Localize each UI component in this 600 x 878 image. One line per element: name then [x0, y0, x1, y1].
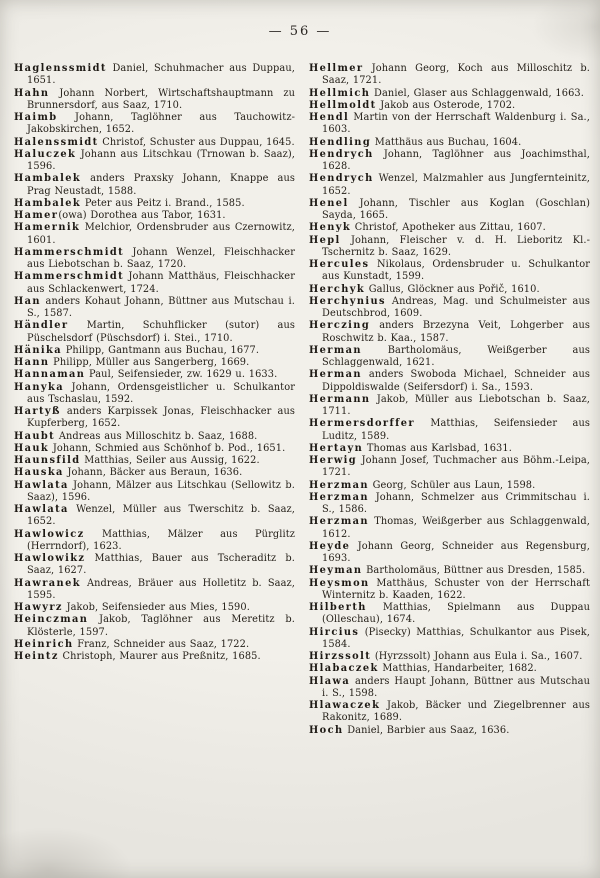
register-entry	[309, 284, 590, 296]
entry-surname: Hawranek	[14, 577, 81, 589]
entry-details: Matthias, Handarbeiter, 1682.	[378, 663, 537, 675]
register-entry	[309, 663, 590, 675]
entry-details: anders Praxsky Johann, Knappe aus Prag Neustadt, 1588.	[27, 173, 295, 197]
entry-surname: Hamer	[14, 210, 59, 221]
register-entry	[309, 602, 590, 627]
entry-details: Daniel, Barbier aus Saaz, 1636.	[343, 724, 510, 736]
entry-surname: Herzman	[309, 491, 369, 503]
register-entry	[309, 63, 590, 88]
entry-details: anders Swoboda Michael, Schneider aus Dippoldiswalde (Seifersdorf) i. Sa., 1593.	[322, 369, 590, 393]
register-entry	[14, 467, 295, 479]
entry-details: Johann, Schmelzer aus Crimmitschau i. S., 1586.	[322, 491, 590, 515]
register-entry	[309, 112, 590, 137]
entry-details: Johann Norbert, Wirtschaftshauptmann zu Brunnersdorf, aus Saaz, 1710.	[27, 87, 295, 111]
entry-details: Peter aus Peitz i. Brand., 1585.	[81, 197, 245, 209]
entry-details: Johann Georg, Koch aus Milloschitz b. Saaz, 1721.	[322, 63, 590, 87]
entry-details: Franz, Schneider aus Saaz, 1722.	[73, 638, 250, 650]
entry-surname: Hellmoldt	[309, 99, 377, 111]
register-entry	[14, 320, 295, 345]
register-entry	[309, 173, 590, 198]
register-entry	[309, 88, 590, 100]
entry-surname: Haluczek	[14, 148, 77, 160]
entry-surname: Haglenssmidt	[14, 63, 107, 74]
entry-surname: Han	[14, 295, 41, 307]
entry-details: Andreas, Mag. und Schulmeister aus Deutschbrod, 1609.	[322, 295, 590, 319]
register-entry	[14, 406, 295, 431]
entry-details: Daniel, Glaser aus Schlaggenwald, 1663.	[370, 87, 584, 99]
entry-details: Melchior, Ordensbruder aus Czernowitz, 1601.	[27, 222, 295, 246]
entry-details: Jakob, Taglöhner aus Meretitz b. Klösterle, 1597.	[27, 614, 295, 638]
entry-details: Jakob, Seifensieder aus Mies, 1590.	[62, 602, 250, 613]
entry-details: Johann aus Litschkau (Trnowan b. Saaz), 1596.	[27, 148, 295, 172]
entry-surname: Hermersdorffer	[309, 418, 415, 430]
register-entry	[309, 725, 590, 737]
entry-surname: Hellmich	[309, 87, 371, 99]
entry-details: Jakob, Bäcker und Ziegelbrenner aus Rakonitz, 1689.	[322, 700, 590, 724]
entry-details: Jakob aus Osterode, 1702.	[376, 99, 516, 111]
register-entry	[14, 149, 295, 174]
register-entry	[309, 369, 590, 394]
register-entry	[14, 431, 295, 443]
register-entry	[14, 112, 295, 137]
entry-surname: Henel	[309, 197, 349, 209]
entry-details: Johann, Mälzer aus Litschkau (Sellowitz b. Saaz), 1596.	[27, 479, 295, 503]
register-entry	[309, 492, 590, 517]
entry-surname: Hawlowicz	[14, 528, 85, 540]
entry-details: Bartholomäus, Büttner aus Dresden, 1585.	[362, 565, 586, 577]
register-entry	[309, 100, 590, 112]
entry-details: Philipp, Gantmann aus Buchau, 1677.	[62, 344, 260, 356]
entry-details: Johann Wenzel, Fleischhacker aus Liebotschan b. Saaz, 1720.	[27, 246, 295, 270]
entry-details: Wenzel, Malzmahler aus Jungfernteinitz, 1652.	[322, 173, 590, 197]
register-entry	[14, 88, 295, 113]
entry-surname: Herman	[309, 369, 362, 381]
register-entry	[14, 602, 295, 614]
register-entry	[14, 247, 295, 272]
entry-surname: Hirzssolt	[309, 651, 372, 662]
register-entry	[309, 578, 590, 603]
entry-surname: Heintz	[14, 651, 59, 662]
entry-details: Nikolaus, Ordensbruder u. Schulkantor aus Kunstadt, 1599.	[322, 259, 590, 283]
entry-surname: Hertayn	[309, 442, 364, 454]
entry-details: Thomas, Weißgerber aus Schlaggenwald, 1612.	[322, 516, 590, 540]
entry-surname: Henyk	[309, 222, 352, 234]
entry-surname: Herzman	[309, 479, 369, 491]
entry-surname: Hauk	[14, 442, 50, 454]
register-entry	[14, 137, 295, 149]
entry-surname: Hammerschmidt	[14, 271, 124, 283]
entry-surname: Händler	[14, 320, 69, 332]
register-entry	[14, 443, 295, 455]
register-entry	[309, 455, 590, 480]
register-entry	[14, 369, 295, 381]
register-entry	[309, 259, 590, 284]
entry-details: Johann, Ordensgeistlicher u. Schulkantor aus Tschaslau, 1592.	[27, 381, 295, 405]
entry-details: Johann, Bäcker aus Beraun, 1636.	[63, 467, 243, 479]
entry-surname: Hawlata	[14, 504, 69, 515]
entry-surname: Herczing	[309, 320, 371, 332]
entry-surname: Herchyk	[309, 283, 366, 295]
entry-details: (Pisecky) Matthias, Schulkantor aus Pisek, 1584.	[322, 626, 590, 650]
register-entry	[14, 455, 295, 467]
register-entry	[14, 222, 295, 247]
entry-details: Johann, Taglöhner aus Joachimsthal, 1628.	[322, 148, 590, 172]
entry-details: Georg, Schüler aus Laun, 1598.	[368, 479, 536, 491]
entry-surname: Heysmon	[309, 577, 370, 589]
entry-surname: Hannaman	[14, 369, 86, 381]
entry-details: Wenzel, Müller aus Twerschitz b. Saaz, 1652.	[27, 504, 295, 528]
register-entry	[14, 357, 295, 369]
entry-details: anders Karpissek Jonas, Fleischhacker aus Kupferberg, 1652.	[27, 406, 295, 430]
register-entry	[309, 418, 590, 443]
register-entry	[309, 651, 590, 663]
entry-details: Gallus, Glöckner aus Pořič, 1610.	[365, 283, 540, 295]
entry-surname: Hendl	[309, 112, 350, 123]
entry-details: Bartholomäus, Weißgerber aus Schlaggenwald, 1621.	[322, 344, 590, 368]
entry-surname: Hlawaczek	[309, 700, 381, 711]
entry-details: Philipp, Müller aus Sangerberg, 1669.	[49, 357, 250, 368]
entry-details: Matthäus, Schuster von der Herrschaft Winternitz b. Kaaden, 1622.	[322, 577, 590, 601]
page-number: — 56 —	[268, 24, 332, 39]
entry-surname: Hahn	[14, 87, 50, 99]
entry-details: anders Kohaut Johann, Büttner aus Mutschau i. S., 1587.	[27, 295, 295, 319]
entry-surname: Hawlowikz	[14, 553, 86, 564]
register-entry	[309, 222, 590, 234]
entry-details: Matthias, Seifensieder aus Luditz, 1589.	[322, 418, 590, 442]
entry-details: Johann Georg, Schneider aus Regensburg, 1693.	[322, 540, 590, 564]
entry-surname: Heinrich	[14, 638, 74, 650]
register-entry	[14, 639, 295, 651]
register-entry	[14, 382, 295, 407]
register-entry	[14, 553, 295, 578]
register-entry	[309, 565, 590, 577]
register-entry	[309, 137, 590, 149]
entry-surname: Hendrych	[309, 173, 374, 185]
register-entry	[14, 651, 295, 663]
entry-surname: Hilberth	[309, 602, 367, 613]
entry-details: Matthias, Mälzer aus Pürglitz (Herrndorf), 1623.	[27, 528, 295, 552]
register-entry	[309, 320, 590, 345]
entry-details: Matthias, Bauer aus Tscheraditz b. Saaz, 1627.	[27, 553, 295, 577]
entry-details: Matthäus aus Buchau, 1604.	[371, 136, 522, 148]
entry-details: Christoph, Maurer aus Preßnitz, 1685.	[58, 651, 261, 662]
register-entry	[309, 235, 590, 260]
entry-surname: Heyde	[309, 540, 351, 552]
entry-details: Christof, Schuster aus Duppau, 1645.	[98, 136, 295, 148]
entry-surname: Hoch	[309, 724, 344, 736]
entry-details: (Hyrzssolt) Johann aus Eula i. Sa., 1607.	[371, 651, 583, 662]
register-entry	[309, 198, 590, 223]
entry-surname: Hänika	[14, 344, 62, 356]
entry-surname: Halenssmidt	[14, 136, 99, 148]
entry-surname: Hawlata	[14, 479, 69, 491]
register-entry	[14, 504, 295, 529]
register-entry	[14, 271, 295, 296]
entry-surname: Hircius	[309, 626, 360, 638]
register-entry	[309, 516, 590, 541]
register-entry	[309, 345, 590, 370]
entry-surname: Hawyrz	[14, 602, 63, 613]
register-entry	[309, 296, 590, 321]
entry-details: Johann, Tischler aus Koglan (Goschlan) Sayda, 1665.	[322, 197, 590, 221]
entry-surname: Hambalek	[14, 197, 82, 209]
register-entry	[14, 296, 295, 321]
register-entry	[14, 63, 295, 88]
register-entry	[14, 480, 295, 505]
entry-surname: Hlawa	[309, 675, 351, 687]
register-entry	[309, 700, 590, 725]
entry-surname: Hlabaczek	[309, 663, 379, 675]
entry-surname: Haunsfild	[14, 455, 81, 466]
entry-details: Matthias, Spielmann aus Duppau (Olleschau), 1674.	[322, 602, 590, 626]
register-entry	[309, 480, 590, 492]
entry-surname: Hendling	[309, 136, 372, 148]
entry-details: (owa) Dorothea aus Tabor, 1631.	[58, 210, 226, 221]
register-entry	[309, 149, 590, 174]
entry-details: Paul, Seifensieder, zw. 1629 u. 1633.	[85, 369, 278, 381]
entry-details: Daniel, Schuhmacher aus Duppau, 1651.	[27, 63, 295, 87]
entry-details: anders Brzezyna Veit, Lohgerber aus Roschwitz b. Kaa., 1587.	[322, 320, 590, 344]
entry-surname: Hendrych	[309, 148, 374, 160]
entry-surname: Haimb	[14, 112, 58, 123]
entry-details: anders Haupt Johann, Büttner aus Mutschau i. S., 1598.	[322, 675, 590, 699]
right-column	[309, 63, 590, 853]
entry-details: Christof, Apotheker aus Zittau, 1607.	[351, 222, 546, 234]
entry-surname: Heinczman	[14, 614, 89, 626]
entry-surname: Hercules	[309, 259, 370, 270]
entry-surname: Hambalek	[14, 173, 82, 185]
entry-details: Andreas aus Milloschitz b. Saaz, 1688.	[55, 430, 258, 442]
entry-details: Andreas, Bräuer aus Holletitz b. Saaz, 1595.	[27, 577, 295, 601]
register-entry	[309, 394, 590, 419]
register-entry	[309, 676, 590, 701]
register-entry	[14, 345, 295, 357]
text-columns	[0, 39, 600, 853]
register-entry	[14, 578, 295, 603]
entry-details: Johann Josef, Tuchmacher aus Böhm.-Leipa, 1721.	[322, 455, 590, 479]
register-entry	[14, 529, 295, 554]
entry-details: Johann, Schmied aus Schönhof b. Pod., 1651.	[49, 442, 286, 454]
entry-surname: Hartyß	[14, 406, 61, 417]
entry-surname: Herwig	[309, 455, 358, 466]
entry-surname: Heyman	[309, 565, 363, 577]
entry-surname: Hermann	[309, 393, 371, 405]
entry-details: Martin, Schuhflicker (sutor) aus Püschelsdorf (Püschsdorf) i. Stei., 1710.	[27, 320, 295, 344]
entry-surname: Hamernik	[14, 222, 81, 234]
register-entry	[14, 614, 295, 639]
entry-details: Johann, Taglöhner aus Tauchowitz-Jakobskirchen, 1652.	[27, 112, 295, 136]
entry-details: Jakob, Müller aus Liebotschan b. Saaz, 1711.	[322, 393, 590, 417]
entry-surname: Herman	[309, 344, 362, 356]
register-entry	[14, 198, 295, 210]
entry-details: Johann, Fleischer v. d. H. Lieboritz Kl.-Tschernitz b. Saaz, 1629.	[322, 234, 590, 258]
register-entry	[309, 627, 590, 652]
entry-surname: Herchynius	[309, 295, 386, 307]
register-entry	[309, 541, 590, 566]
entry-surname: Hellmer	[309, 63, 364, 74]
entry-details: Martin von der Herrschaft Waldenburg i. Sa., 1603.	[322, 112, 590, 136]
entry-details: Thomas aus Karlsbad, 1631.	[363, 442, 512, 454]
left-column	[14, 63, 295, 853]
register-entry	[14, 173, 295, 198]
entry-surname: Hanyka	[14, 381, 64, 393]
entry-surname: Herzman	[309, 516, 369, 528]
entry-surname: Hann	[14, 357, 50, 368]
register-entry	[309, 443, 590, 455]
entry-details: Johann Matthäus, Fleischhacker aus Schlackenwert, 1724.	[27, 271, 295, 295]
register-entry	[14, 210, 295, 222]
entry-surname: Hauska	[14, 467, 64, 479]
entry-surname: Hepl	[309, 234, 341, 246]
entry-surname: Hammerschmidt	[14, 246, 124, 258]
entry-surname: Haubt	[14, 430, 56, 442]
entry-details: Matthias, Seiler aus Aussig, 1622.	[80, 455, 260, 466]
